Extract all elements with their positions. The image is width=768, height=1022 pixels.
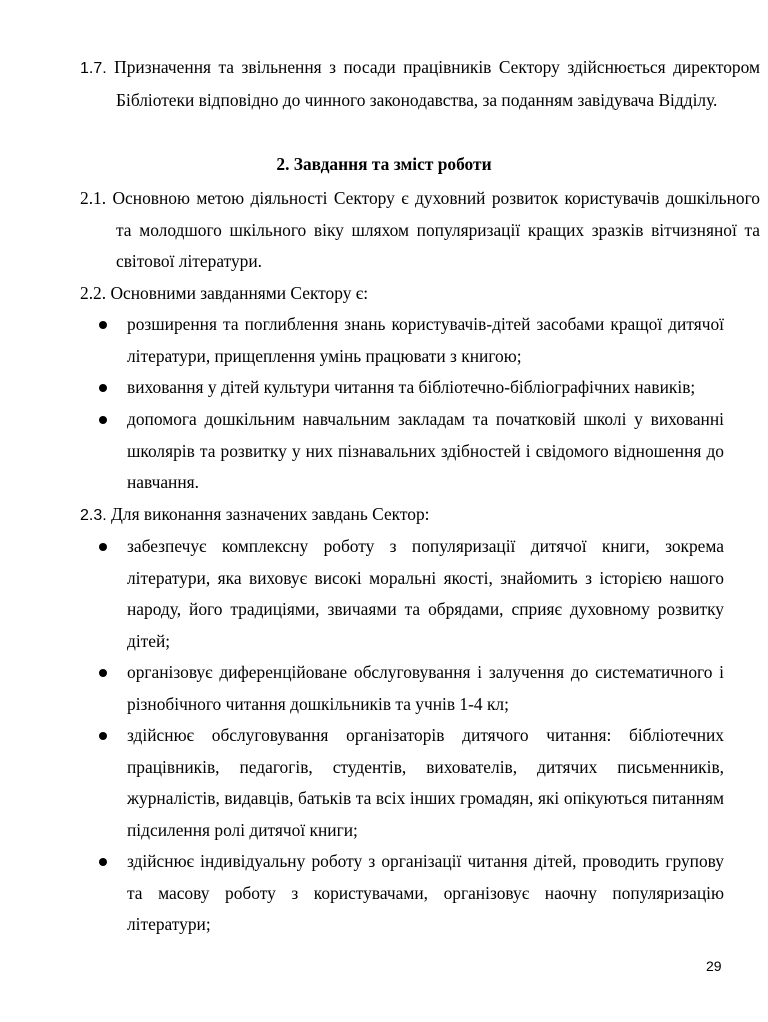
section-heading: 2. Завдання та зміст роботи <box>276 154 492 174</box>
paragraph-number: 2.1. <box>80 188 107 208</box>
bullet-icon <box>99 732 107 740</box>
list-item-text: здійснює обслуговування організаторів дитячого читання: бібліотечних працівників, педагогів, студентів, вихователів, дитячих письменників, журналістів, видавців, батьків та всіх інших громадян, які опікуються питанням підсилення ролі дитячої книги; <box>127 725 724 840</box>
list-item-text: організовує диференційоване обслуговування і залучення до систематичного і різнобічного читання дошкільників та учнів 1-4 кл; <box>127 662 724 714</box>
paragraph-number: 1.7. <box>80 60 107 77</box>
paragraph-1-7 <box>80 52 760 116</box>
page-number: 29 <box>706 958 722 974</box>
bullet-icon <box>99 543 107 551</box>
list-item-text: виховання у дітей культури читання та бібліотечно-бібліографічних навиків; <box>127 377 696 397</box>
paragraph-2-1 <box>80 183 760 278</box>
bullet-icon <box>99 669 107 677</box>
bullet-icon <box>99 858 107 866</box>
bullet-icon <box>99 416 107 424</box>
paragraph-number: 2.3. <box>80 507 107 524</box>
paragraph-2-3 <box>80 499 724 532</box>
paragraph-number: 2.2. <box>80 283 107 303</box>
paragraph-text: Основними завданнями Сектору є: <box>110 283 369 303</box>
paragraph-text: Призначення та звільнення з посади працівників Сектору здійснюється директором Бібліотеки відповідно до чинного законодавства, за поданням завідувача Відділу. <box>114 57 760 110</box>
list-item-text: забезпечує комплексну роботу з популяризації дитячої книги, зокрема літератури, яка виховує високі моральні якості, знайомить з історією нашого народу, його традиціями, звичаями та обрядами, сприяє духовному розвитку дітей; <box>127 536 724 651</box>
bullet-icon <box>99 384 107 392</box>
list-item-text: допомога дошкільним навчальним закладам та початковій школі у вихованні школярів та розвитку у них пізнавальних здібностей і свідомого відношення до навчання. <box>127 409 724 492</box>
paragraph-text: Для виконання зазначених завдань Сектор: <box>111 504 430 524</box>
list-item-text: здійснює індивідуальну роботу з організації читання дітей, проводить групову та масову роботу з користувачами, організовує наочну популяризацію літератури; <box>127 851 724 934</box>
list-item-text: розширення та поглиблення знань користувачів-дітей засобами кращої дитячої літератури, прищеплення умінь працювати з книгою; <box>127 314 724 366</box>
paragraph-text: Основною метою діяльності Сектору є духовний розвиток користувачів дошкільного та молодшого шкільного віку шляхом популяризації кращих зразків вітчизняної та світової літератури. <box>112 188 760 271</box>
paragraph-2-2 <box>80 278 724 310</box>
bullet-icon <box>99 321 107 329</box>
